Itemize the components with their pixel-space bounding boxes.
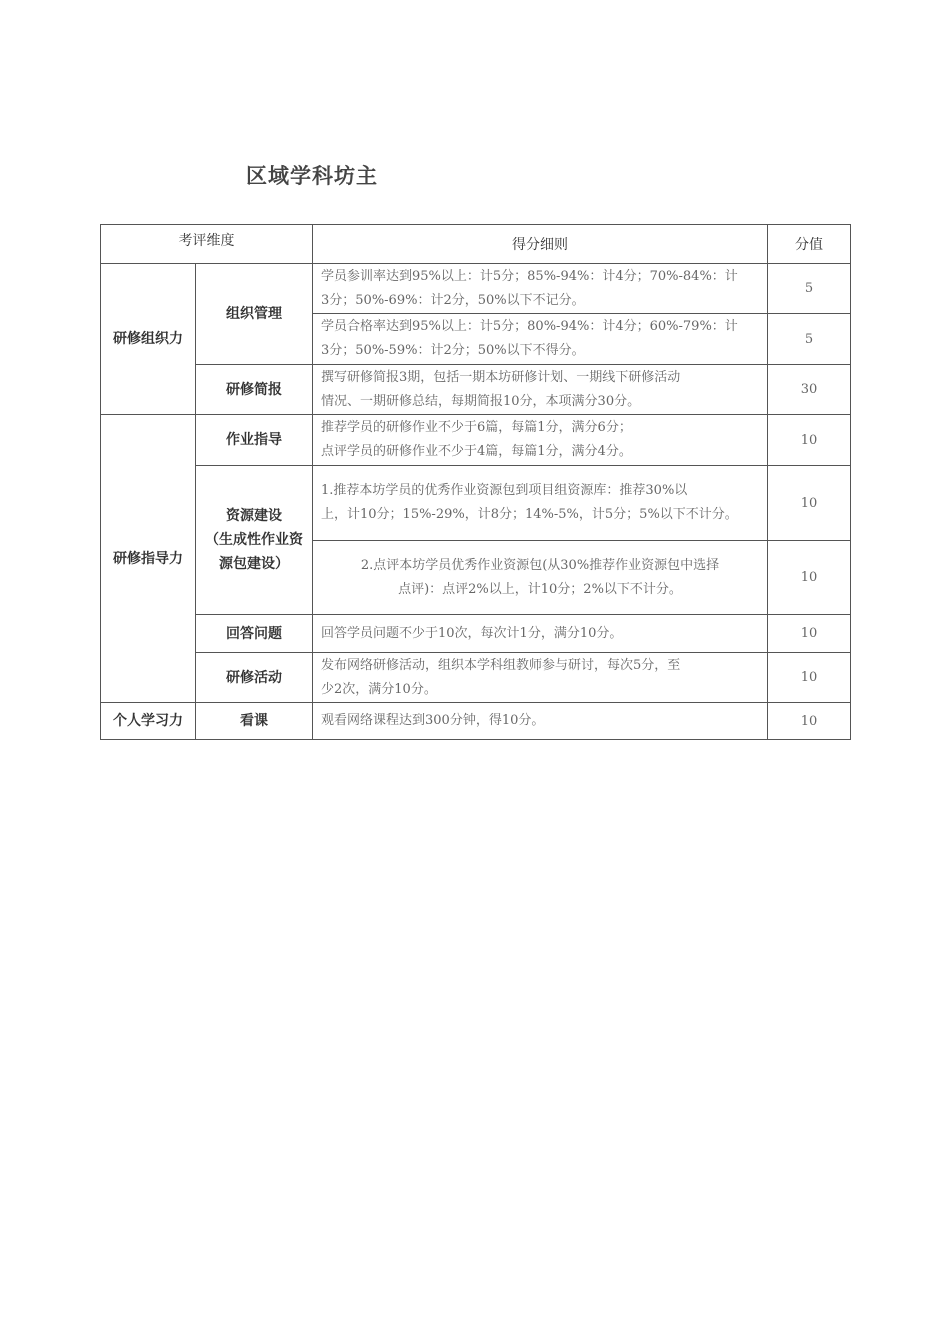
header-detail: 得分细则 [313,225,768,264]
detail-line: 1.推荐本坊学员的优秀作业资源包到项目组资源库：推荐30%以 [321,483,688,498]
detail-line: 3分；50%-69%：计2分，50%以下不记分。 [321,292,585,308]
detail-line: 学员参训率达到95%以上：计5分；85%-94%：计4分；70%-84%：计 [321,268,738,284]
sub-watch-courses: 看课 [196,703,313,740]
table-row [101,653,851,703]
sub-assignment-guidance: 作业指导 [196,415,313,466]
table-row [101,365,851,415]
detail-line: 撰写研修简报3期，包括一期本坊研修计划、一期线下研修活动 [321,369,681,385]
detail-cell [313,653,768,703]
detail-cell [313,314,768,365]
header-dimension: 考评维度 [101,225,313,264]
detail-cell [313,264,768,314]
score-value: 10 [768,703,851,740]
detail-cell [313,615,768,653]
table-header-row [101,225,851,264]
detail-cell [313,415,768,466]
sub-research-briefing: 研修简报 [196,365,313,415]
detail-line: 点评学员的研修作业不少于4篇，每篇1分，满分4分。 [321,444,632,459]
detail-cell [313,703,768,740]
score-value: 10 [768,415,851,466]
header-value: 分值 [768,225,851,264]
dimension-research-guidance: 研修指导力 [101,415,196,703]
sub-label-line: （生成性作业资 [205,532,303,548]
sub-label-line: 源包建设） [219,556,289,572]
dimension-personal-learning: 个人学习力 [101,703,196,740]
dimension-research-organization: 研修组织力 [101,264,196,415]
score-value: 10 [768,653,851,703]
page-title: 区域学科坊主 [246,164,378,188]
sub-resource-building [196,466,313,615]
score-value: 10 [768,466,851,541]
scoring-table [100,224,851,740]
detail-line: 上，计10分；15%-29%，计8分；14%-5%，计5分；5%以下不计分。 [321,507,738,522]
score-value: 5 [768,264,851,314]
detail-line: 3分；50%-59%：计2分；50%以下不得分。 [321,343,585,358]
detail-cell [313,541,768,615]
table-row [101,466,851,541]
detail-line: 少2次，满分10分。 [321,681,437,697]
table-row [101,703,851,740]
score-value: 5 [768,314,851,365]
detail-line: 发布网络研修活动，组织本学科组教师参与研讨，每次5分，至 [321,657,681,673]
table-row [101,415,851,466]
sub-label-line: 资源建设 [226,508,282,524]
score-value: 10 [768,615,851,653]
detail-line: 学员合格率达到95%以上：计5分；80%-94%：计4分；60%-79%：计 [321,319,738,334]
sub-organization-management: 组织管理 [196,264,313,365]
sub-answer-questions: 回答问题 [196,615,313,653]
table-row [101,615,851,653]
detail-cell [313,365,768,415]
detail-cell [313,466,768,541]
score-value: 30 [768,365,851,415]
detail-line: 回答学员问题不少于10次，每次计1分，满分10分。 [321,625,623,641]
detail-line: 推荐学员的研修作业不少于6篇，每篇1分，满分6分； [321,420,632,435]
detail-line: 观看网络课程达到300分钟，得10分。 [321,713,545,728]
detail-line: 情况、一期研修总结，每期简报10分，本项满分30分。 [321,393,641,409]
table-row [101,264,851,314]
detail-line: 点评)：点评2%以上，计10分；2%以下不计分。 [398,581,682,597]
score-value: 10 [768,541,851,615]
sub-research-activity: 研修活动 [196,653,313,703]
detail-line: 2.点评本坊学员优秀作业资源包(从30%推荐作业资源包中选择 [360,557,720,573]
